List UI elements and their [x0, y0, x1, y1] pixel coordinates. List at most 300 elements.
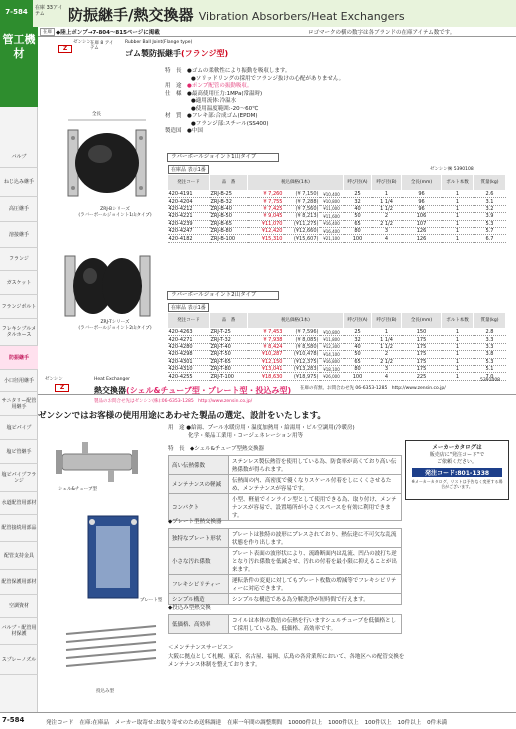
table-cell: ¥ 8,424: [248, 343, 284, 350]
footer-legend: [46, 718, 447, 726]
pump-note: ◆陸上ポンプ→7-804〜815ページに掲載: [56, 30, 160, 36]
table-cell[interactable]: 420-4271: [168, 336, 210, 343]
table-cell[interactable]: 420-4204: [168, 198, 210, 205]
table-row: [168, 191, 506, 198]
catalog-line-1: 販売店に"発注コード"で: [429, 452, 485, 458]
sidebar-item[interactable]: ねじ込み継手: [0, 168, 38, 197]
immersion-image: [56, 620, 166, 682]
table-cell: 175: [402, 336, 442, 343]
col-size-b: 呼び径(B): [372, 313, 402, 329]
features-label: 特 長: [165, 68, 182, 74]
feature-desc: プレート表面の波形状により、流路断面内は乱流、凹凸の波打ち逆となり汚れ係数を低減させ、汚れの付着を最小限に抑えることが出来ます。: [229, 548, 402, 575]
brand-logo: Z: [58, 45, 72, 53]
table-cell: ¥11,070: [248, 220, 284, 227]
table-cell: ¥ 7,260: [248, 191, 284, 198]
col-price: 税込価格(1本): [248, 313, 344, 329]
use-label: 用 途: [165, 83, 182, 89]
table-2-tag: 在庫品 表示1番: [168, 303, 209, 312]
table-cell: 175: [402, 365, 442, 372]
heat-title: 熱交換器(シェル&チューブ型・プレート型・投込み型): [94, 386, 292, 395]
table-cell: ¥26,000: [320, 373, 344, 380]
heat-en: Heat Exchanger: [94, 377, 130, 382]
table-cell[interactable]: 420-4182: [168, 235, 210, 242]
table-1-tag: 在庫品 表示1番: [168, 165, 209, 174]
col-length: 全長(mm): [402, 313, 442, 329]
table-cell: 5.3: [474, 358, 506, 365]
feature-desc: 伝熱面の内、高密度で優くなりスケール付着をしにくくさせるため、メンテナンスが容易です。: [229, 475, 402, 494]
feature-name: フレキシビリティー: [169, 575, 229, 594]
feature-row: [169, 494, 402, 521]
table-cell: 4: [372, 235, 402, 242]
table-cell: 25: [344, 329, 372, 336]
sidebar-item[interactable]: 配管保護用部材: [0, 570, 38, 595]
table-cell: 96: [402, 198, 442, 205]
product-en: Rubber Ball Joint(Flange type): [125, 40, 193, 45]
table-cell: ¥ 7,453: [248, 329, 284, 336]
banner: [38, 409, 408, 422]
maint-text: 大阪に拠点として札幌、東京、名古屋、福岡、広島の各営業所において、各地区への配管交換をメンテナンス体制を整えております。: [168, 654, 405, 668]
table-cell: 1 1/2: [372, 343, 402, 350]
feature-2: ●ソリッドリングの採用でフランジ抜けの心配がありません。: [191, 75, 345, 82]
table-cell: 1: [442, 198, 474, 205]
legend-item: 1000件以上: [328, 720, 359, 726]
table-cell: 1: [442, 235, 474, 242]
table-cell: 107: [402, 220, 442, 227]
sidebar-item[interactable]: 溶接継手: [0, 222, 38, 248]
table-cell: 2 1/2: [372, 220, 402, 227]
feature-desc: コイルは本体の数倍の伝熱を行いますシェルチューブを低価格として採用している為、低価格、高効率です。: [229, 615, 402, 634]
banner-text: ゼンシンではお客様の使用用途にあわせた製品の選定、設計をいたします。: [38, 411, 326, 421]
table-cell: 126: [402, 235, 442, 242]
table-cell: 65: [344, 220, 372, 227]
table-cell: 7.0: [474, 373, 506, 380]
sidebar-item[interactable]: スプレーノズル: [0, 645, 38, 675]
table-cell: (¥ 8,213): [284, 213, 320, 220]
img-plate-caption: プレート型: [140, 598, 163, 603]
table-cell: 50: [344, 351, 372, 358]
feature-row: [169, 529, 402, 548]
footer: [0, 712, 516, 729]
catalog-note: ※メーカーカタログ、リストは予告なく変更する場合がございます。: [411, 479, 503, 489]
table-cell: 1: [442, 358, 474, 365]
immersion-title: ◆投込み型熱交換: [168, 605, 211, 611]
col-size-a: 呼び径(A): [344, 175, 372, 191]
table-cell: ¥16,400: [320, 220, 344, 227]
table-cell: ¥ 7,425: [248, 205, 284, 212]
sidebar-item[interactable]: 小口径用継手: [0, 370, 38, 392]
sidebar-item[interactable]: 高圧継手: [0, 197, 38, 222]
spec-1: ●最高使用圧力:1MPa(常温時): [187, 90, 263, 97]
material-2: ●フランジ部:スチール(SS400): [191, 120, 269, 127]
spec-block: [165, 68, 505, 136]
feature-row: [169, 456, 402, 475]
table-cell: ¥14,100: [320, 351, 344, 358]
sidebar-item[interactable]: 水道配管用部材: [0, 492, 38, 515]
col-code: 発注コード: [168, 175, 210, 191]
feature-row: [169, 594, 402, 605]
heat-use-label: 用 途: [168, 425, 185, 431]
table-cell: 80: [344, 227, 372, 234]
table-row: [168, 213, 506, 220]
table-row: [168, 358, 506, 365]
table-cell: 1: [372, 329, 402, 336]
table-cell: (¥13,283): [284, 365, 320, 372]
table-cell: ZRJ-B-100: [210, 235, 248, 242]
brand-tag: ゼンシン: [73, 40, 91, 45]
feature-1: ●ゴムの柔軟性により振動を吸収します。: [187, 68, 291, 74]
table-row: [168, 365, 506, 372]
stock-items: 在庫 8 アイテム: [90, 41, 114, 51]
top-note-bar: [38, 27, 516, 37]
table-row: [168, 336, 506, 343]
table-cell: ZRJ-B-25: [210, 191, 248, 198]
table-cell: 32: [344, 336, 372, 343]
sidebar-item[interactable]: 防振継手: [0, 346, 38, 370]
table-cell: 1: [442, 213, 474, 220]
table-cell: 25: [344, 191, 372, 198]
table-row: [168, 343, 506, 350]
table-cell: ¥10,800: [320, 198, 344, 205]
col-price: 税込価格(1本): [248, 175, 344, 191]
table-cell[interactable]: 420-4239: [168, 220, 210, 227]
heat-brand-tag: ゼンシン: [45, 377, 63, 382]
feature-desc: プレートは独特の波形にプレスされており、熱伝達に不可欠な乱流状態を作り出します。: [229, 529, 402, 548]
feature-desc: 運転条件の変更に対してもプレート枚数の増減等でフレキシビリティーに対応できます。: [229, 575, 402, 594]
table-cell: 3.8: [474, 351, 506, 358]
table-cell: (¥ 7,596): [284, 329, 320, 336]
sidebar-item[interactable]: ガスケット: [0, 271, 38, 295]
col-size-a: 呼び径(A): [344, 313, 372, 329]
sidebar-item[interactable]: フランジボルト: [0, 295, 38, 319]
catalog-title: メーカーカタログは: [432, 445, 482, 451]
table-cell: ¥11,800: [320, 336, 344, 343]
sidebar-item[interactable]: 塩ビ管継手: [0, 440, 38, 464]
table-row: [168, 220, 506, 227]
section-1-label: ラバーボールジョイント1山タイプ: [167, 153, 279, 162]
table-cell: 1 1/2: [372, 205, 402, 212]
feature-row: [169, 475, 402, 494]
table-cell: ZRJ-B-50: [210, 213, 248, 220]
stock-tag: 在庫: [40, 28, 55, 36]
table-cell: ¥10,400: [320, 191, 344, 198]
feature-name: シンプル構造: [169, 594, 229, 605]
catalog-box: [405, 440, 509, 500]
table-cell: ZRJ-B-40: [210, 205, 248, 212]
sidebar-item[interactable]: 空調資材: [0, 595, 38, 618]
page-number: 7-584: [0, 0, 33, 27]
table-cell: 1: [442, 205, 474, 212]
table-row: [168, 198, 506, 205]
heat-code: 5391008: [480, 378, 501, 383]
heat-feat-label: 特 長: [168, 446, 185, 452]
shell-tube-image: [52, 438, 156, 486]
table-cell: 1: [442, 220, 474, 227]
logo-note: ロゴマークの横の数字は各ブランドの在庫アイテム数です。: [308, 30, 456, 36]
material-1: ●フレキ部:合成ゴム(EPDM): [187, 113, 258, 119]
table-row: [168, 373, 506, 380]
page-title: 防振継手/熱交換器 Vibration Absorbers/Heat Exchangers: [68, 6, 405, 24]
material-label: 材 質: [165, 113, 182, 119]
table-cell: ZRJ-B-32: [210, 198, 248, 205]
catalog-line-2: ご依頼ください。: [436, 459, 477, 465]
table-cell: ¥ 9,045: [248, 213, 284, 220]
table-cell: ¥15,310: [248, 235, 284, 242]
legend-item: 在庫:在庫品: [79, 720, 109, 726]
dimension-label: 全長: [92, 112, 101, 117]
table-cell: 2: [372, 351, 402, 358]
feature-name: コンパクト: [169, 494, 229, 521]
table-cell: (¥11,275): [284, 220, 320, 227]
table-cell: (¥10,478): [284, 351, 320, 358]
col-length: 全長(mm): [402, 175, 442, 191]
inquiry-rubber: 在庫の有無、お問合わせ先 06-6353-1285 http://www.zensin.co.jp/: [300, 386, 446, 391]
table-cell: ¥12,150: [248, 358, 284, 365]
table-cell: 80: [344, 365, 372, 372]
heat-use-1: ●給湯、プール水暖房用・温度加熱用・給湯用・ビル空調用(冷暖房): [186, 425, 355, 431]
sidebar-category: 管工機材: [0, 27, 38, 107]
table-cell: 100: [344, 373, 372, 380]
feature-name: 低価格、高効率: [169, 615, 229, 634]
maker-note: ゼンシン㈱ 5390108: [430, 167, 474, 172]
table-cell: 1: [442, 343, 474, 350]
table-cell: ¥13,041: [248, 365, 284, 372]
spec-3: ●使用温度範囲:-20〜60℃: [191, 105, 259, 112]
plate-image: [82, 512, 146, 602]
catalog-code-box: 発注コード:801-1338: [412, 468, 502, 477]
table-cell: ¥10,287: [248, 351, 284, 358]
table-cell: (¥12,660): [284, 227, 320, 234]
table-cell: ZRJ-B-65: [210, 220, 248, 227]
table-cell: ZRJ-T-65: [210, 358, 248, 365]
sidebar-item[interactable]: 塩ビパイプ: [0, 416, 38, 440]
table-cell: (¥ 8,580): [284, 343, 320, 350]
table-cell: 2.8: [474, 329, 506, 336]
img-shell-caption: シェル&チューブ型: [58, 487, 98, 492]
table-cell: 106: [402, 213, 442, 220]
table-cell: ZRJ-B-80: [210, 227, 248, 234]
table-cell: 225: [402, 373, 442, 380]
table-cell: 150: [402, 329, 442, 336]
table-row: [168, 329, 506, 336]
table-cell: (¥ 8,085): [284, 336, 320, 343]
img-immersion-caption: 投込み型: [96, 689, 114, 694]
image-1-caption: ZRJ-Bシリーズ (ラバーボールジョイント1山タイプ): [78, 207, 152, 218]
table-cell: ZRJ-T-50: [210, 351, 248, 358]
section-2-label: ラバーボールジョイント2山タイプ: [167, 291, 279, 300]
table-cell: 1 1/4: [372, 336, 402, 343]
feature-name: メンテナンスの軽減: [169, 475, 229, 494]
table-cell: 3: [372, 365, 402, 372]
table-row: [168, 227, 506, 234]
table-cell: 2 1/2: [372, 358, 402, 365]
table-cell: 1: [442, 336, 474, 343]
table-cell: 2: [372, 213, 402, 220]
feature-row: [169, 575, 402, 594]
table-cell: 1: [442, 365, 474, 372]
use-text: ●ポンプ配管の振動吸収。: [187, 83, 253, 89]
legend-item: 10000件以上: [288, 720, 323, 726]
legend-item: 0件未満: [427, 720, 448, 726]
table-cell: 40: [344, 343, 372, 350]
table-cell: ZRJ-T-25: [210, 329, 248, 336]
table-cell: 1: [442, 351, 474, 358]
image-2-caption: ZRJ-Tシリーズ (ラバーボールジョイント2山タイプ): [78, 320, 152, 331]
table-cell: 175: [402, 351, 442, 358]
table-row: [168, 205, 506, 212]
immersion-table: [168, 614, 402, 634]
table-cell: 5.7: [474, 227, 506, 234]
ball-joint-1-image: [60, 118, 156, 203]
table-cell: (¥18,975): [284, 373, 320, 380]
table-cell[interactable]: 420-4301: [168, 358, 210, 365]
sidebar-item[interactable]: 塩ビパイプフランジ: [0, 464, 38, 492]
sidebar-item[interactable]: フランジ: [0, 248, 38, 271]
table-1-joint: [167, 174, 506, 243]
table-cell: ¥11,000: [320, 205, 344, 212]
table-cell[interactable]: 420-4255: [168, 373, 210, 380]
sidebar-item[interactable]: サニタリー配管用継手: [0, 392, 38, 416]
legend-item: 在庫一年間の調整期間: [227, 720, 283, 726]
shell-tube-table: [168, 455, 402, 521]
table-cell: (¥ 7,288): [284, 198, 320, 205]
plate-title: ◆プレート型熱交換器: [168, 519, 222, 525]
table-cell: 126: [402, 227, 442, 234]
table-cell: ¥16,400: [320, 227, 344, 234]
table-cell: ZRJ-T-80: [210, 365, 248, 372]
table-cell: 3.3: [474, 343, 506, 350]
table-cell: (¥12,375): [284, 358, 320, 365]
table-cell: 175: [402, 343, 442, 350]
product-title: ゴム製防振継手(フランジ型): [125, 49, 229, 58]
feature-row: [169, 615, 402, 634]
table-cell: 175: [402, 358, 442, 365]
table-cell: ¥10,800: [320, 329, 344, 336]
legend-item: 10件以上: [397, 720, 422, 726]
feature-desc: ステンレス製伝熱管を使用している為、防食率が高くており高い伝熱係数が得られます。: [229, 456, 402, 475]
table-cell: 65: [344, 358, 372, 365]
table-cell: 3: [372, 227, 402, 234]
table-row: [168, 235, 506, 242]
table-cell: ¥16,800: [320, 358, 344, 365]
table-cell: 32: [344, 198, 372, 205]
sidebar-item[interactable]: フレキシブルメタルホース: [0, 319, 38, 346]
table-cell: 1: [442, 329, 474, 336]
table-cell: ZRJ-T-40: [210, 343, 248, 350]
heat-brand-logo: Z: [55, 384, 69, 392]
table-cell: 5.1: [474, 365, 506, 372]
table-cell[interactable]: 420-4247: [168, 227, 210, 234]
ball-joint-2-image: [60, 250, 156, 322]
table-cell: 2.6: [474, 191, 506, 198]
feature-desc: 小型、軽量でインライン型として使用できる為、取り付け、メンテナンスが容易で、設置場所が小さくスペースを有効に利用できます。: [229, 494, 402, 521]
table-cell: ¥12,420: [248, 227, 284, 234]
table-cell: ¥18,100: [320, 365, 344, 372]
shell-tube-title: ◆シェル&チューブ型熱交換器: [190, 446, 265, 452]
heat-features-head: [168, 446, 264, 454]
table-cell[interactable]: 420-4310: [168, 365, 210, 372]
table-cell: 3.1: [474, 198, 506, 205]
table-cell: ¥ 7,938: [248, 336, 284, 343]
table-cell: ¥18,630: [248, 373, 284, 380]
table-cell: 6.7: [474, 235, 506, 242]
col-bolt: ボルト本数: [442, 175, 474, 191]
table-2-joint: [167, 312, 506, 381]
col-weight: 質量(kg): [474, 175, 506, 191]
sidebar-item[interactable]: バルブ・配管用材保護: [0, 618, 38, 645]
table-cell: (¥ 7,560): [284, 205, 320, 212]
table-cell: 96: [402, 205, 442, 212]
feature-row: [169, 548, 402, 575]
table-cell: 1: [442, 191, 474, 198]
table-cell: ¥21,100: [320, 235, 344, 242]
table-cell[interactable]: 420-4191: [168, 191, 210, 198]
heat-use: [168, 425, 418, 440]
heat-inquiry: 製品のお問合せ先はゼンシン(株):06-6353-1285 http://www.zensin.co.jp/: [94, 399, 253, 404]
heat-use-2: 化学・薬品工業用・コージェネレーション用等: [188, 432, 304, 439]
table-cell[interactable]: 420-4212: [168, 205, 210, 212]
table-cell[interactable]: 420-4280: [168, 343, 210, 350]
spec-2: ●適用流体:冷温水: [191, 98, 237, 104]
maint-title: ＜メンテナンスサービス＞: [168, 645, 234, 651]
sidebar-item[interactable]: バルブ: [0, 146, 38, 168]
legend-item: 発注コード: [46, 720, 74, 726]
col-code: 発注コード: [168, 313, 210, 329]
stock-count: 在庫 33アイテム: [35, 5, 63, 17]
table-cell: 100: [344, 235, 372, 242]
sidebar-item[interactable]: 配管支持金具: [0, 542, 38, 570]
table-cell: ZRJ-T-100: [210, 373, 248, 380]
feature-name: 高い伝熱係数: [169, 456, 229, 475]
legend-item: メーカー取寄せ:お取り寄せのため送料調達: [114, 720, 222, 726]
col-size-b: 呼び径(B): [372, 175, 402, 191]
feature-name: 独特なプレート形状: [169, 529, 229, 548]
spec-label: 仕 様: [165, 90, 182, 97]
table-cell: 3.3: [474, 336, 506, 343]
table-cell: 1: [442, 227, 474, 234]
col-part: 品 番: [210, 313, 248, 329]
origin-label: 製造国: [165, 128, 182, 134]
table-row: [168, 351, 506, 358]
table-cell: ¥11,600: [320, 213, 344, 220]
legend-item: 100件以上: [364, 720, 392, 726]
feature-desc: シンプルな構造である為分解洗浄が短時間で行えます。: [229, 594, 402, 605]
table-cell: 3.9: [474, 213, 506, 220]
table-cell: 5.3: [474, 220, 506, 227]
table-cell[interactable]: 420-4221: [168, 213, 210, 220]
table-cell: 50: [344, 213, 372, 220]
brand-block: [42, 39, 122, 53]
sidebar-item[interactable]: 配管接続用部品: [0, 515, 38, 542]
plate-table: [168, 528, 402, 605]
table-cell: ZRJ-T-32: [210, 336, 248, 343]
table-cell: 3.2: [474, 205, 506, 212]
table-cell: (¥ 7,150): [284, 191, 320, 198]
col-part: 品 番: [210, 175, 248, 191]
col-weight: 質量(kg): [474, 313, 506, 329]
table-cell[interactable]: 420-4263: [168, 329, 210, 336]
table-cell: 1: [442, 373, 474, 380]
col-bolt: ボルト本数: [442, 313, 474, 329]
table-cell: 4: [372, 373, 402, 380]
table-cell: 1: [372, 191, 402, 198]
table-cell: (¥15,607): [284, 235, 320, 242]
table-cell[interactable]: 420-4298: [168, 351, 210, 358]
origin: ●中国: [187, 128, 203, 134]
table-cell: ¥ 7,755: [248, 198, 284, 205]
table-cell: 1 1/4: [372, 198, 402, 205]
table-cell: 40: [344, 205, 372, 212]
footer-page: 7-584: [2, 716, 25, 724]
